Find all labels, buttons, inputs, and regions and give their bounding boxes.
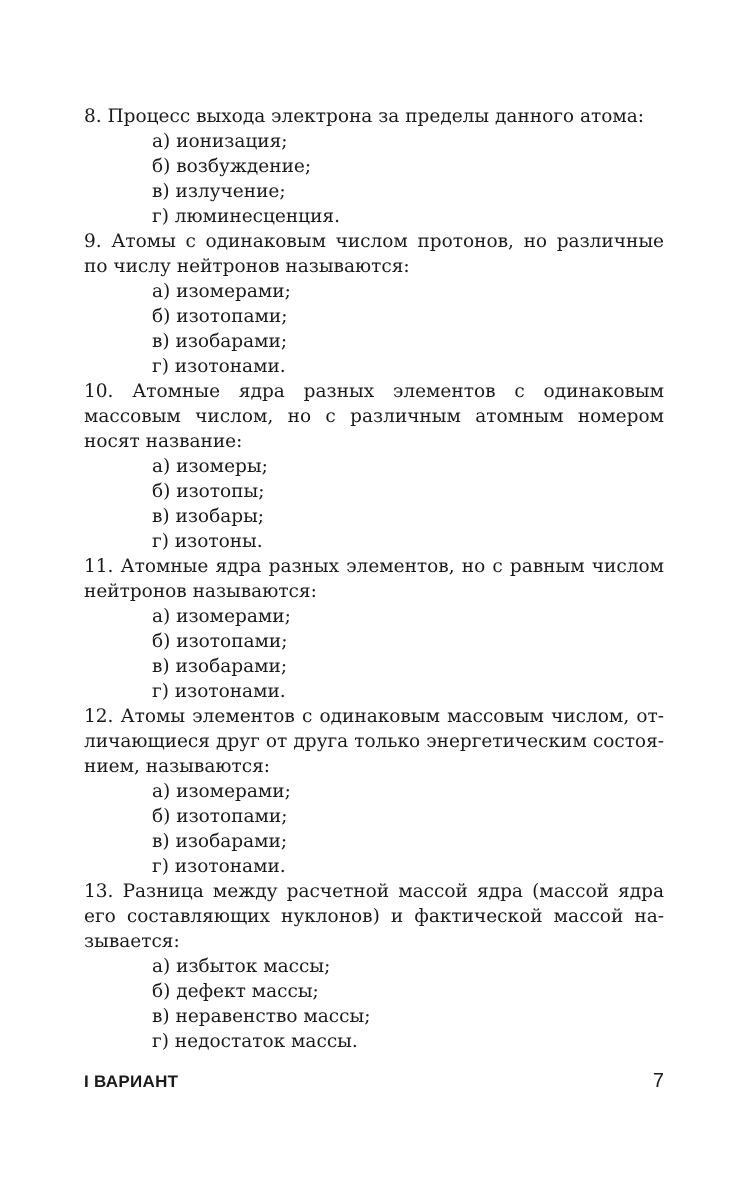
question-line: личающиеся друг от друга только энергетическим состоя- — [84, 731, 664, 752]
answer-option: б) изотопами; — [152, 306, 288, 327]
question-number: 9. — [84, 231, 102, 252]
question-number: 12. — [84, 706, 114, 727]
question-line: Атомные ядра разных элементов, но с равным числом — [120, 556, 664, 577]
question-number: 10. — [84, 381, 114, 402]
question-10 — [84, 379, 664, 554]
answer-option: б) изотопами; — [152, 806, 288, 827]
answer-option: б) изотопами; — [152, 631, 288, 652]
question-13 — [84, 879, 664, 1054]
answer-option: б) дефект массы; — [152, 981, 319, 1002]
question-number: 11. — [84, 556, 114, 577]
question-text — [84, 104, 664, 129]
question-8 — [84, 104, 664, 229]
question-line: Процесс выхода электрона за пределы данного атома: — [107, 106, 645, 127]
answer-option: а) изомеры; — [152, 456, 268, 477]
question-line: Атомы с одинаковым числом протонов, но различные — [111, 231, 664, 252]
question-text — [84, 379, 664, 454]
question-text — [84, 879, 664, 954]
question-line: Атомы элементов с одинаковым массовым числом, от- — [120, 706, 665, 727]
answer-option: в) изобары; — [152, 506, 265, 527]
question-text — [84, 704, 664, 779]
answer-option: а) изомерами; — [152, 281, 291, 302]
answer-option: б) возбуждение; — [152, 156, 312, 177]
question-9 — [84, 229, 664, 379]
answer-option: а) ионизация; — [152, 131, 288, 152]
question-12 — [84, 704, 664, 879]
answer-option: а) изомерами; — [152, 781, 291, 802]
question-text — [84, 554, 664, 604]
answer-option: г) изотонами. — [152, 681, 286, 702]
question-line: по числу нейтронов называются: — [84, 256, 410, 277]
question-line: Разница между расчетной массой ядра (массой ядра — [122, 881, 664, 902]
answer-option: в) изобарами; — [152, 656, 288, 677]
question-line: нейтронов называются: — [84, 581, 317, 602]
question-line: зывается: — [84, 931, 180, 952]
answer-option: в) изобарами; — [152, 831, 288, 852]
question-number: 13. — [84, 881, 114, 902]
page-number: 7 — [652, 1070, 664, 1092]
answer-option: в) неравенство массы; — [152, 1006, 371, 1027]
section-title: I ВАРИАНТ — [84, 1072, 179, 1091]
answer-option: г) недостаток массы. — [152, 1031, 358, 1052]
question-number: 8. — [84, 106, 102, 127]
question-line: числом, но с различным атомным номером носят название: — [84, 406, 664, 452]
answer-option: а) избыток массы; — [152, 956, 331, 977]
answer-option: б) изотопы; — [152, 481, 265, 502]
answer-option: г) изотонами. — [152, 856, 286, 877]
answer-option: г) изотонами. — [152, 356, 286, 377]
question-11 — [84, 554, 664, 704]
question-list — [84, 104, 664, 1054]
question-line: нием, называются: — [84, 756, 270, 777]
question-line: его составляющих нуклонов) и фактической массой на- — [84, 906, 664, 927]
question-line: Атомные ядра разных элементов с одинаковым массовым — [84, 381, 665, 427]
answer-option: г) люминесценция. — [152, 206, 340, 227]
answer-option: г) изотоны. — [152, 531, 263, 552]
answer-option: а) изомерами; — [152, 606, 291, 627]
answer-option: в) изобарами; — [152, 331, 288, 352]
question-text — [84, 229, 664, 279]
answer-option: в) излучение; — [152, 181, 286, 202]
